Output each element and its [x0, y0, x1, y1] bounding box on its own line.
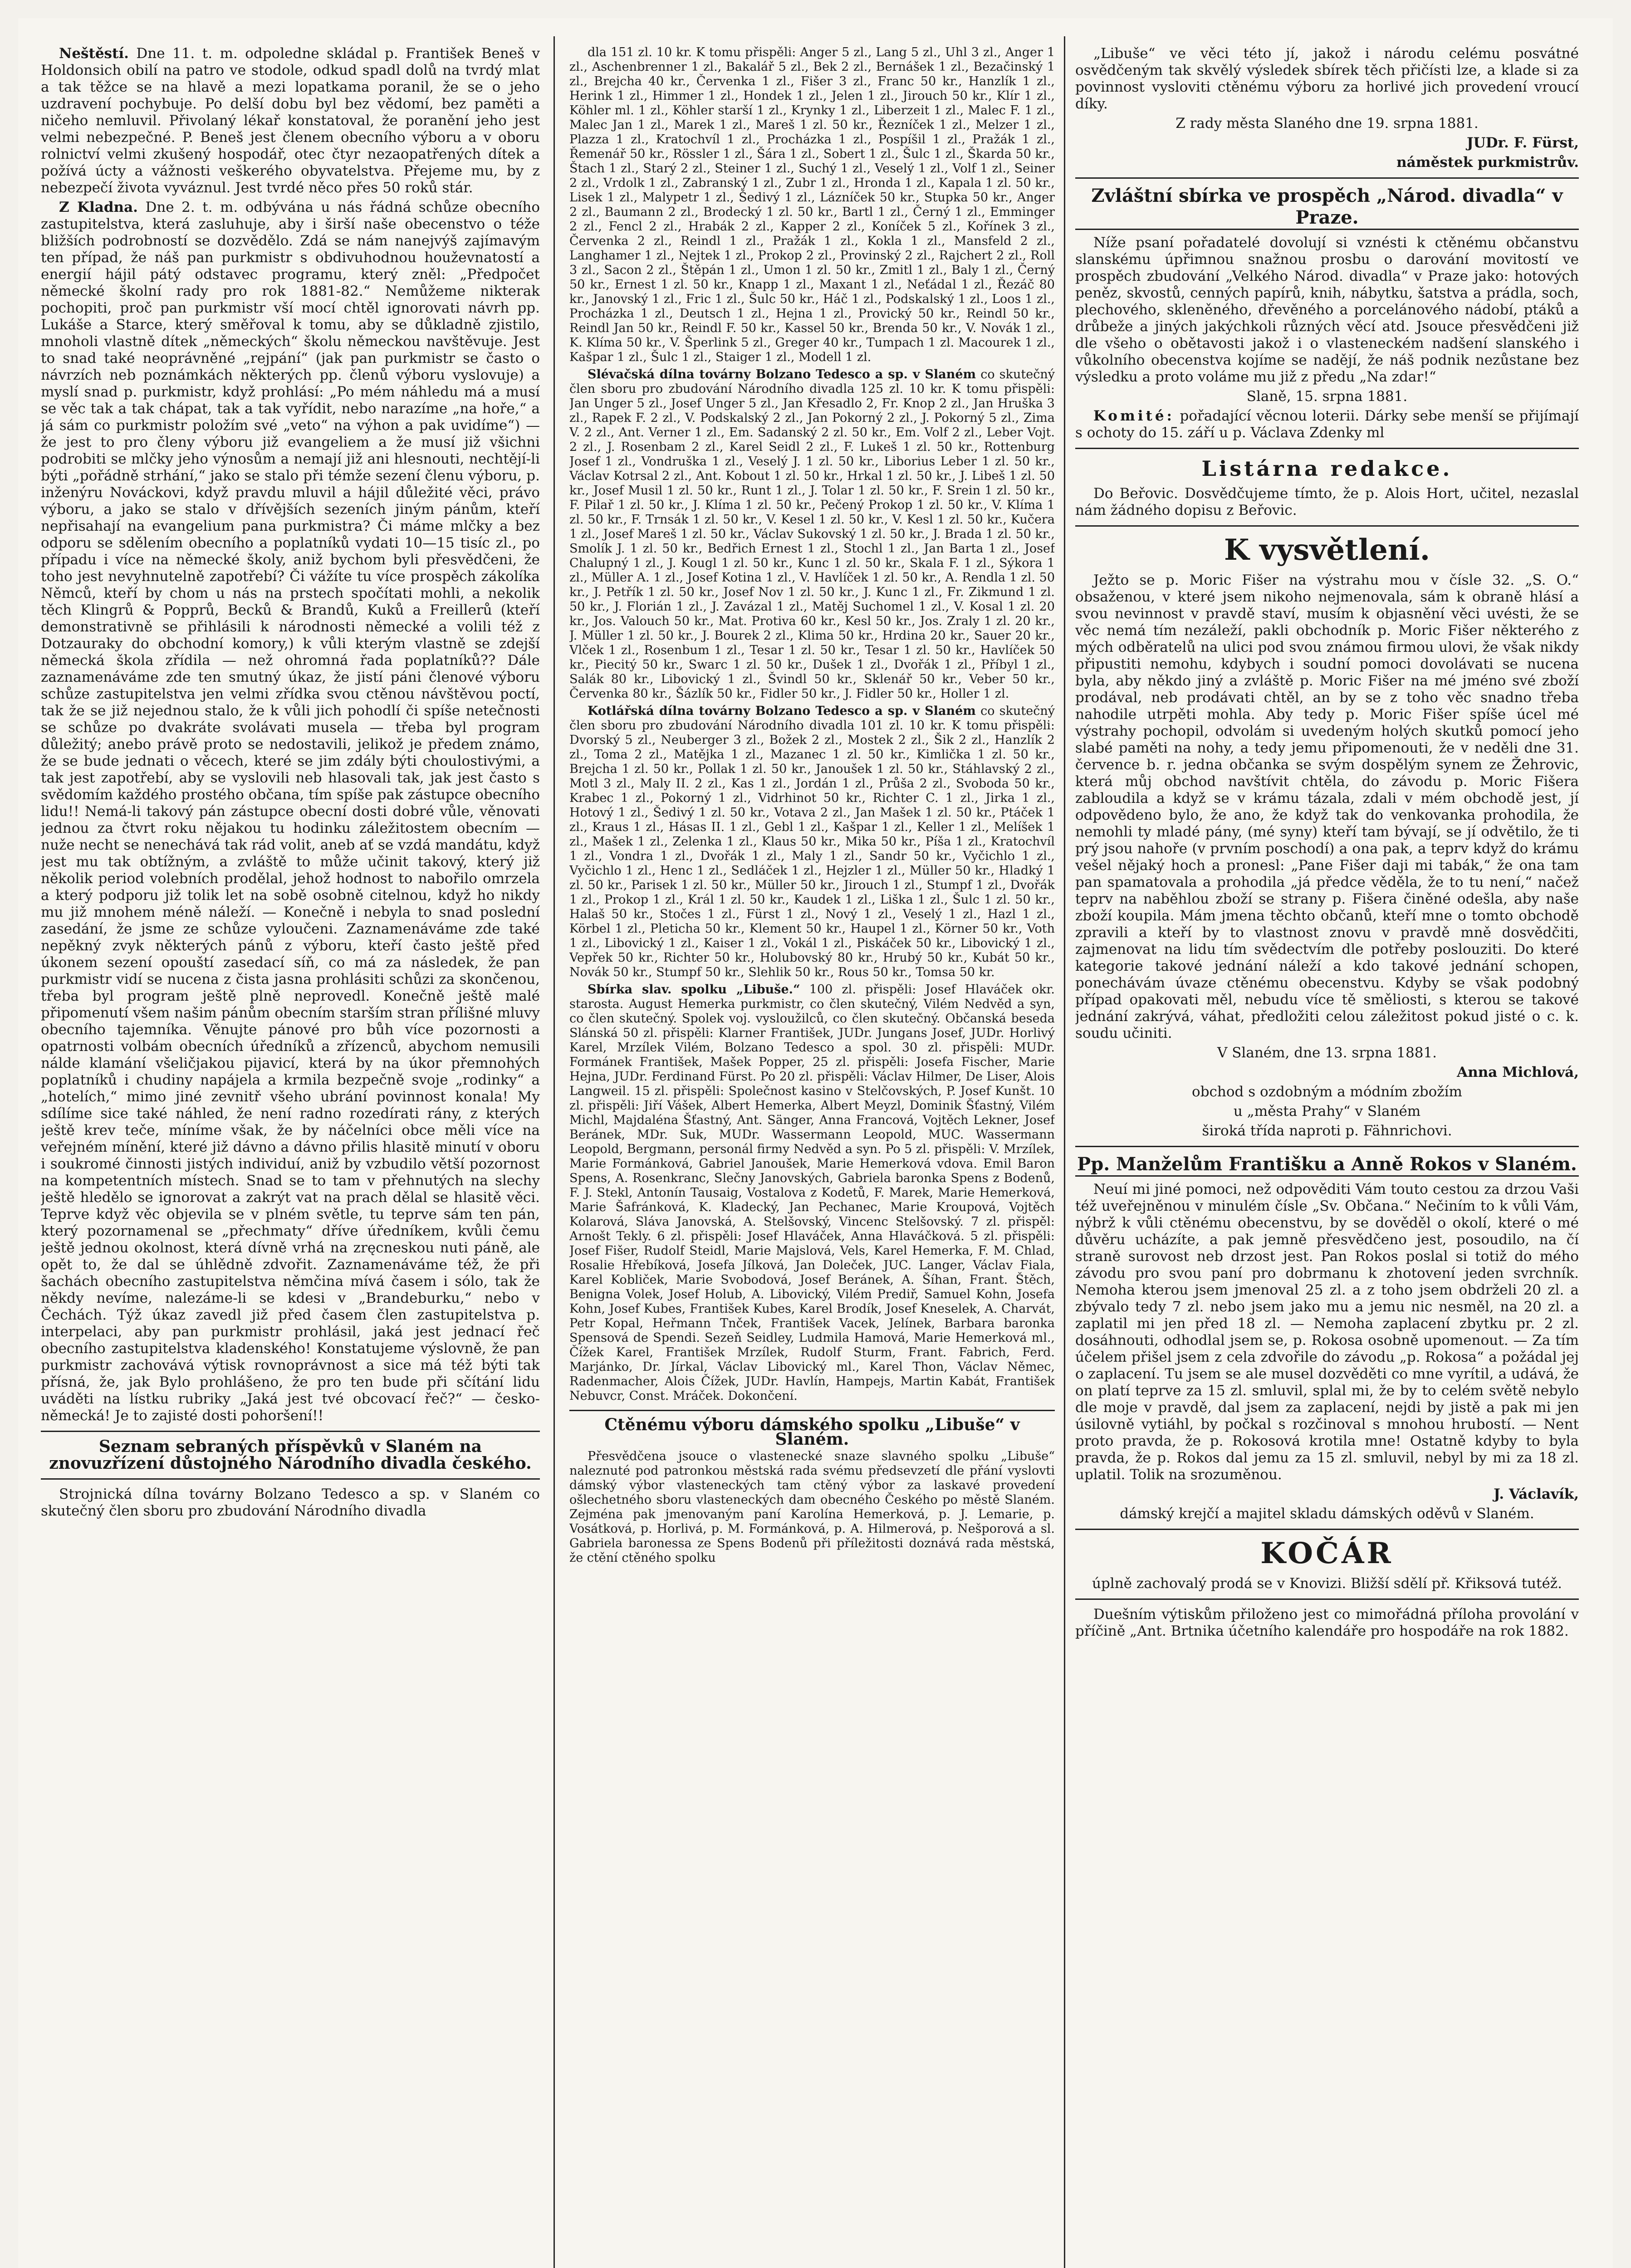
- divider: [1075, 448, 1579, 449]
- list-title: Seznam sebraných příspěvků v Slaném na znovuzřízení důstojného Národního divadla českého.: [49, 1437, 532, 1473]
- donor-list-1: dla 151 zl. 10 kr. K tomu přispěli: Anger 5 zl., Lang 5 zl., Uhl 3 zl., Anger 1 zl., Aschenbrenner 1 zl., Bakalář 5 zl., Bek 2 zl., Bernášek 1 zl., Bezačinský 1 zl., Brejcha 40 kr., Červenka 1 zl., Fišer 3 zl., Franc 50 kr., Hanzlík 1 zl., Herink 1 zl., Himmer 1 zl., Hondek 1 zl., Jelen 1 zl., Jirouch 50 kr., Klír 1 zl., Köhler ml. 1 zl., Köhler starší 1 zl., Krynky 1 zl., Liberzeit 1 zl., Malec F. 1 zl., Malec Jan 1 zl., Marek 1 zl., Mareš 1 zl. 50 kr., Řezníček 1 zl., Melzer 1 zl., Plazza 1 zl., Kratochvíl 1 zl., Procházka 1 zl., Pospíšil 1 zl., Pražák 1 zl., Řemenář 50 kr., Rössler 1 zl., Šára 1 zl., Sobert 1 zl., Šulc 1 zl., Škarda 50 kr., Štach 1 zl., Starý 2 zl., Steiner 1 zl., Suchý 1 zl., Veselý 1 zl., Volf 1 zl., Seiner 2 zl., Vrdolk 1 zl., Zabranský 1 zl., Zubr 1 zl., Hronda 1 zl., Kapala 1 zl. 50 kr., Lisek 1 zl., Malypetr 1 zl., Šedivý 1 zl., Lázníček 50 kr., Stupka 50 kr., Anger 2 zl., Baumann 2 zl., Brodecký 1 zl. 50 kr., Bartl 1 zl., Černý 1 zl., Emminger 2 zl., Fencl 2 zl., Hrabák 2 zl., Kapper 2 zl., Koníček 5 zl., Kořínek 3 zl., Červenka 2 zl., Reindl 1 zl., Pražák 1 zl., Kokla 1 zl., Mansfeld 2 zl., Langhamer 1 zl., Nejtek 1 zl., Prokop 2 zl., Provinský 2 zl., Rajchert 2 zl., Roll 3 zl., Sacon 2 zl., Štěpán 1 zl., Umon 1 zl. 50 kr., Zmitl 1 zl., Baly 1 zl., Černý 50 kr., Ernest 1 zl. 50 kr., Knapp 1 zl., Maxant 1 zl., Neťádal 1 zl., Řezáč 80 kr., Janovský 1 zl., Fric 1 zl., Šulc 50 kr., Háč 1 zl., Podskalský 1 zl., Loos 1 zl., Procházka 1 zl., Deutsch 1 zl., Hejna 1 zl., Provický 50 kr., Reindl 50 kr., Reindl Jan 50 kr., Reindl F. 50 kr., Kassel 50 kr., Brenda 50 kr., V. Novák 1 zl., K. Klíma 50 kr., V. Šperlink 5 zl., Greger 40 kr., Tumpach 1 zl. Macourek 1 zl., Kašpar 1 zl., Šulc 1 zl., Staiger 1 zl., Modell 1 zl.: [569, 45, 1055, 364]
- editorial-letters-text: Do Beřovic. Dosvědčujeme tímto, že p. Alois Hort, učitel, nezaslal nám žádného dopisu z Beřovic.: [1075, 485, 1579, 518]
- column-rule: [553, 36, 555, 2268]
- list-intro: Strojnická dílna továrny Bolzano Tedesco a sp. v Slaném co skutečný člen sboru pro zbudování Národního divadla: [41, 1486, 540, 1519]
- thanks-title: Ctěnému výboru dámského spolku „Libuše“ v Slaném.: [604, 1415, 1020, 1449]
- explanation-shop-location: široká třída naproti p. Fähnrichovi.: [1202, 1123, 1452, 1139]
- newspaper-page: [18, 18, 1613, 2268]
- column-middle: [569, 45, 1055, 2268]
- divider: [1075, 177, 1579, 179]
- carriage-ad-title: KOČÁR: [1260, 1536, 1394, 1570]
- reply-signature-role: dámský krejčí a majitel skladu dámských oděvů v Slaném.: [1120, 1505, 1534, 1522]
- thanks-continued: „Libuše“ ve věci této jí, jakož i národu celému posvátné osvědčeným tak skvělý výsledek sbírek těch přičísti lze, a klade si za povinnost vysloviti ctěnému výboru za horlivé jich provedení vroucí díky.: [1075, 45, 1579, 112]
- explanation-shop-address: u „města Prahy“ v Slaném: [1233, 1103, 1421, 1119]
- collection-title: Zvláštní sbírka ve prospěch „Národ. divadla“ v Praze.: [1075, 185, 1579, 230]
- supplement-note: Duešním výtiskům přiloženo jest co mimořádná příloha provolání v příčině „Ant. Brtnika účetního kalendáře pro hospodáře na rok 1882.: [1075, 1606, 1579, 1639]
- collection-text: Níže psaní pořadatelé dovolují si vznésti k ctěnému občanstvu slanskému úpřimnou snažnou prosbu o darování movitostí ve prospěch zbudování „Velkého Národ. divadla“ v Praze jako: hotových peněz, skvostů, cenných papírů, knih, nábytku, šatstva a prádla, soch, plechového, skleněného, dřevěného a porcelánového nádobí, ptáků a drůbeže a jiných jakýchkoli různých věcí atd. Jsouce přesvědčeni již dle všeho o obětavosti jakož i o vlasteneckém nadšení slanského i vůkolního obecenstva kojíme se nadějí, že náš podnik nezůstane bez výsledku a proto voláme mu již z předu „Na zdar!“: [1075, 235, 1579, 385]
- divider: [1075, 1598, 1579, 1600]
- article-kladno: Z Kladna. Dne 2. t. m. odbývána u nás řádná schůze obecního zastupitelstva, která zasluhuje, aby i širší naše obecenstvo o téže bližších podrobností se dozvědělo. Zdá se nám nanejvýš zajímavým ten případ, že náš pan purkmistr s obdivuhodnou houževnatostí a energií hájil pátý odstavec programu, který zněl: „Předpočet německé školní rady pro rok 1881-82.“ Nemůžeme nikterak pochopiti, proč pan purkmistr vší mocí chtěl ignorovati návrh pp. Lukáše a Starce, který směřoval k tomu, aby se důkladně zjistilo, mnoholi vlastně dítek „německých“ školu německou navštěvuje. Jest to snad také neoprávněné „rejpání“ (jak pan purkmistr se často o návrzích neb poznámkách některých pp. členů výboru vyslovuje) a myslí snad p. purkmistr, když prohlásí: „Po mém náhledu má a musí se věc tak a tak chápat, tak a tak vyřídit, nebo narazíme „na hoře,“ a já sám co purkmistr položím své „veto“ na výhon a pak uvidíme“) — že jest to pro členy výboru již evangeliem a že musí již všichni podrobiti se mlčky jeho výnosům a nemají již ani hlesnouti, nechtějí-li býti „pořádně strhání,“ jako se stalo při témže sezení členu výboru, p. inženýru Nováckovi, když pravdu mluvil a hájil důležité věci, právo výboru, a jako se stalo v dřívějších sezeních jiným pánům, kteří nepřisahají na evangelium pana purkmistra? Či máme mlčky a bez odporu se sdělením obecního a poplatníků vydati 10—15 tisíc zl., po případu i více na německé školy, aniž bychom byli přesvědčeni, že toho jest nevyhnutelně zapotřebí? Či vážíte tu více prospěch zákolíka Němců, kteří by chom u nás na prstech spočítati mohli, a nekolik těch Klingrů & Popprů, Becků & Brandů, Kuků a Freillerů (kteří demonstrativně se přihlásili k národnosti německé a volili též z Dotzauraky do obchodní komory,) k vůli kterým vlastně se zdejší německá škola zřídila — než ohromná řada poplatníků?? Dále zaznamenáváme zde ten smutný úkaz, že jistí páni členové výboru schůze zastupitelstva jen velmi zřídka svou ctěnou návštěvou poctí, tak že se již nejednou stalo, že k vůli jich pohodlí či spíše netečnosti se schůze po dvakráte svolávati musela — třeba byl program důležitý; anebo právě proto se nedostavili, jelikož je předem známo, že se bude jednati o věcech, které se jim zdály býti choulostivými, a tak jest zapotřebí, aby se vyslovili neb hlasovali tak, jak jest často s svědomím každého prostého občana, tím spíše pak zástupce obecního lidu!! Nemá-li takový pán zástupce obecní dosti dobré vůle, věnovati jednou za čtvrt roku nějakou tu hodinku záležitostem obecním — nuže necht se nenechává tak rád volit, aneb ať se vzdá mandátu, když jest mu tak obtížným, a zvláště to může učinit takový, který již několik period volebních prodělal, jehož hodnost to nabořilo omrzela a který podporu již tolik let na sobě osobně citelnou, když ho nikdy mu již mnohem méně náleží. — Konečně i nebyla to snad poslední zasedání, že jsme ze schůze vyloučeni. Zaznamenáváme zde také nepěkný zvyk některých pánů z výboru, kteří často ještě před úkonem sezení opouští zasedací síň, co má za následek, že pan purkmistr vidí se nucena z čista jasna prohlásiti schůzi za skončenou, třeba byl program ještě plně neprovedl. Konečně ještě malé připomenutí všem našim pánům obecním starším stran přílišné mluvy obecního tajemníka. Věnujte pánové pro bůh více pozornosti a opatrnosti volbám obecních úředníků a zřízenců, abychom nemusili nálde klamání všeličjakou pijavicí, která by na úkor přemnohých poplatníků i chudiny napájela a krmila bezpečně svoje „rodinky“ a „hotelích,“ mimo jiné zevnitř všeho ubrání povinnost konala! My sdílíme sice také náhled, že není radno rozedírati rány, z kterých ještě krev teče, míníme však, že by náčelníci obce měli více na veřejném mínění, které již dávno a dávno přilis hlasitě minutí v oboru i soukromé činnosti jistých individuí, aniž by vzbudilo větší pozornost na kompetentních místech. Snad se to tam v přehnutých na slechy ještě hledělo se ignorovat a zakrýt vat na prach dělal se hlasitě věci. Teprve když věc objevila se v plném světle, tu teprve sám ten pán, který pozornamenal se „přechmaty“ dříve úředníkem, kvůli čemu ještě jednou okolnost, která dívně vrhá na zręcneskou nuti páně, ale opět to, že dal se úhlědně zdvořit. Zaznamenáváme též, že při šachách obecního zastupitelstva němčina mívá časem i sólo, tak že někdy nevíme, nalezáme-li se kdesi v „Brandeburku,“ nebo v Čechách. Týž úkaz zavedl již před časem člen zastupitelstva p. interpelaci, aby pan purkmistr prohlásil, jaká jest jednací řeč obecního zastupitelstva kladenského! Konstatujeme výslovně, že pan purkmistr zachovává výtisk rovnoprávnost a sice má též býti tak přísná, že, jak Bylo prohlášeno, že pro ten bude při sčítání lidu uváděti na lístku rubriky „Jaká jest tvé obcovací řeč?“ — česko-německá! Je to zajisté dosti pohoršení!!: [41, 199, 540, 1424]
- collection-date: Slaně, 15. srpna 1881.: [1246, 388, 1408, 405]
- editorial-letters-title: Listárna redakce.: [1201, 456, 1453, 481]
- divider: [41, 1431, 540, 1432]
- thanks-text: Přesvědčena jsouce o vlastenecké snaze slavného spolku „Libuše“ naleznuté pod patronkou městská rada svému předsevzetí dle přání vyslovti dámský výbor vlasteneckých tam ctěný výbor za laskavé provedení ošlechetného sboru vlasteneckých dam obecného Českého po městě Slaném. Zejména pak jmenovaným paní Karolína Hemerková, p. J. Lemarie, p. Vosátková, p. Horlivá, p. M. Formánková, p. A. Hilmerová, p. Nešporová a sl. Gabriela baronessa ze Spens Bodenů při příležitosti doznává rada městská, že ctění ctěného spolku: [569, 1449, 1055, 1565]
- explanation-title: K vysvětlení.: [1224, 533, 1430, 567]
- donor-list-3: Kotlářská dílna továrny Bolzano Tedesco a sp. v Slaném co skutečný člen sboru pro zbudování Národního divadla 101 zl. 10 kr. K tomu přispěli: Dvorský 5 zl., Neuberger 3 zl., Božek 2 zl., Mostek 2 zl., Šik 2 zl., Hanzlík 2 zl., Toma 2 zl., Matějka 1 zl., Mazanec 1 zl. 50 kr., Kimlička 1 zl. 50 kr., Brejcha 1 zl. 50 kr., Pollak 1 zl. 50 kr., Janoušek 1 zl. 50 kr., Stáhlavský 2 zl., Motl 3 zl., Maly II. 2 zl., Kas 1 zl., Jordán 1 zl., Průša 2 zl., Svoboda 50 kr., Krabec 1 zl., Pokorný 1 zl., Vidrhinot 50 kr., Richter C. 1 zl., Jirka 1 zl., Hotový 1 zl., Šedivý 1 zl. 50 kr., Votava 2 zl., Jan Mašek 1 zl. 50 kr., Ptáček 1 zl., Kraus 1 zl., Hásas II. 1 zl., Gebl 1 zl., Kašpar 1 zl., Keller 1 zl., Melíšek 1 zl., Mašek 1 zl., Zelenka 1 zl., Klaus 50 kr., Mika 50 kr., Píša 1 zl., Kratochvíl 1 zl., Vondra 1 zl., Dvořák 1 zl., Maly 1 zl., Sandr 50 kr., Vyčichlo 1 zl., Vyčichlo 1 zl., Henc 1 zl., Sedláček 1 zl., Hejzler 1 zl., Müller 50 kr., Hladký 1 zl. 50 kr., Parisek 1 zl. 50 kr., Müller 50 kr., Jirouch 1 zl., Stumpf 1 zl., Dvořák 1 zl., Prokop 1 zl., Král 1 zl. 50 kr., Kaudek 1 zl., Liška 1 zl., Šulc 1 zl. 50 kr., Halaš 50 kr., Stočes 1 zl., Fürst 1 zl., Nový 1 zl., Veselý 1 zl., Hazl 1 zl., Körbel 1 zl., Pleticha 50 kr., Klement 50 kr., Haupel 1 zl., Körner 50 kr., Voth 1 zl., Libovický 1 zl., Kaiser 1 zl., Vokál 1 zl., Piskáček 50 kr., Libovický 1 zl., Vepřek 50 kr., Richter 50 kr., Holubovský 80 kr., Hrubý 50 kr., Kubát 50 kr., Novák 50 kr., Stumpf 50 kr., Slehlik 50 kr., Rous 50 kr., Tomsa 50 kr.: [569, 704, 1055, 979]
- column-left: [41, 45, 540, 2268]
- explanation-signature: Anna Michlová,: [1457, 1064, 1579, 1080]
- thanks-signature: JUDr. F. Fürst,: [1466, 135, 1579, 151]
- reply-signature: J. Václavík,: [1494, 1486, 1579, 1502]
- reply-text: Neuí mi jiné pomoci, než odpověditi Vám touto cestou za drzou Vaši též uveřejněnou v minulém čísle „Sv. Občana.“ Nečiním to k vůli Vám, nýbrž k vůli ctěnému obecenstvu, by se dověděl o okolí, které o mé důvěru ucházíte, a pak jemně přesvědčeno jest, posoudilo, na čí straně surovost neb drzost jest. Pan Rokos poslal si totiž do mého závodu pro svou paní pro dobrmanu k zhotovení jeden svrchník. Nemoha kterou jsem jmenoval 25 zl. a z toho jsem obdrželi 20 zl. a zbývalo tedy 7 zl. nebo jsem jako mu a jemu nic nesměl, na 20 zl. a zaplatil mi jen před 18 zl. — Nemoha zaplacení zbytku pr. 2 zl. dosáhnouti, odhodlal jsem se, p. Rokosa osobně upomenout. — Za tím účelem přišel jsem z cela zdvořile do závodu „p. Rokosa“ a požádal jej o zaplacení. Tu jsem se ale musel dozvěděti co mne vyrítil, a udává, že on platí teprve za 15 zl. smluvil, splal mi, že by to celém světě nebylo dle moje v pravdě, dal jsem za zaplacení, nejdi by jistě a pak mi jen úsilovně vytiáhl, by počkal s rozčinoval s mnohou hrubostí. — Nent proto pravda, že p. Rokosová krotila mne! Ostatně kdyby to byla pravda, že p. Rokos dal jemu za 15 zl. smluvil, nebyl by mi za 18 zl. uplatil. Tolik na srozuměnou.: [1075, 1181, 1579, 1483]
- donor-list-4: Sbírka slav. spolku „Libuše.“ 100 zl. přispěli: Josef Hlaváček okr. starosta. August Hemerka purkmistr, co člen skutečný, Vilém Nedvěd a syn, co člen skutečný. Spolek voj. vysloužilců, co člen skutečný. Občanská beseda Slánská 50 zl. přispěli: Klarner František, JUDr. Jungans Josef, JUDr. Horlivý Karel, Mrzílek Vilém, Bolzano Tedesco a spol. 30 zl. přispěli: MUDr. Formánek František, Mašek Popper, 25 zl. přispěli: Josefa Fischer, Marie Hejna, JUDr. Ferdinand Fürst. Po 20 zl. přispěli: Václav Hilmer, De Liser, Alois Langweil. 15 zl. přispěli: Společnost kasino v Stelčovských, P. Josef Kunšt. 10 zl. přispěli: Jiří Vášek, Albert Hemerka, Albert Meyzl, Dominik Šťastný, Vilém Michl, Majdaléna Šťastný, Ant. Sänger, Anna Francová, Vojtěch Lekner, Josef Beránek, MDr. Suk, MUDr. Wassermann Leopold, MUC. Wassermann Leopold, Bergmann, personál firmy Nedvěd a syn. Po 5 zl. přispěli: V. Mrzílek, Marie Formánková, Gabriel Janoušek, Marie Hemerková vdova. Emil Baron Spens, A. Rosenkranc, Slečny Janovských, Gabriela baronka Spens z Bodenů, F. J. Stekl, Antonín Tausaig, Vostalova z Kodetů, F. Marek, Marie Hemerková, Marie Šafránková, K. Kladecký, Jan Pechanec, Marie Kroupová, Vojtěch Kolarová, Sláva Janovská, A. Stelšovský, Vincenc Stelšovský. 7 zl. přispěl: Arnošt Tekly. 6 zl. přispěli: Josef Hlaváček, Anna Hlaváčková. 5 zl. přispěli: Josef Fišer, Rudolf Steidl, Marie Majslová, Vels, Karel Hemerka, F. M. Chlad, Rosalie Hřebíková, Josefa Jílková, Jan Doleček, JUC. Langer, Václav Fiala, Karel Kobliček, Marie Svobodová, Josef Beránek, A. Šíhan, Frant. Štěch, Benigna Volek, Josef Holub, A. Libovický, Vilém Prediř, Samuel Kohn, Josefa Kohn, Josef Kubes, František Kubes, Karel Brodík, Josef Kneselek, A. Charvát, Petr Kopal, Heřmann Tnček, František Vacek, Jelínek, Barbara baronka Spensová de Spendi. Sezeň Seidley, Ludmila Hamová, Marie Hemerková ml., Čížek Karel, František Mrzílek, Rudolf Sturm, Frant. Fabrich, Ferd. Marjánko, Dr. Jírkal, Václav Libovický ml., Karel Thon, Václav Němec, Radenmacher, Alois Čížek, JUDr. Havlín, Hampejs, Martin Kabát, František Nebuvcr, Const. Mráček. Dokončení.: [569, 982, 1055, 1403]
- article-accident: Neštěstí. Dne 11. t. m. odpoledne skládal p. František Beneš v Holdonsich obilí na patro ve stodole, odkud spadl dolů na tvrdý mlat a tak těžce se na hlavě a mezi lopatkama poranil, že se o jeho uzdravení pochybuje. Po delší dobu byl bez vědomí, bez paměti a ničeho nemluvil. Přivolaný lékař konstatoval, že poranění jeho jest velmi nebezpečné. P. Beneš jest členem obecního výboru a v oboru rolnictví velmi zkušený hospodář, otec čtyr nezaopatřených dítek a požívá úcty a vážnosti veškerého obyvatelstva. Přejeme mu, by z nebezpečí života vyváznul. Jest tvrdé něco přes 50 roků stár.: [41, 45, 540, 196]
- divider: [1075, 1146, 1579, 1147]
- thanks-signature-role: náměstek purkmistrův.: [1396, 154, 1579, 171]
- divider: [569, 1410, 1055, 1411]
- divider: [41, 1478, 540, 1480]
- explanation-shop: obchod s ozdobným a módním zbožím: [1192, 1084, 1462, 1100]
- explanation-date: V Slaném, dne 13. srpna 1881.: [1217, 1045, 1437, 1061]
- thanks-date: Z rady města Slaného dne 19. srpna 1881.: [1175, 115, 1479, 132]
- column-right: [1075, 45, 1579, 2268]
- collection-committee: Komité: pořadající věcnou loterii. Dárky sebe menší se přijímají s ochoty do 15. září u p. Václava Zdenky ml: [1075, 408, 1579, 441]
- divider: [1075, 1529, 1579, 1530]
- divider: [1075, 525, 1579, 527]
- reply-title: Pp. Manželům Františku a Anně Rokos v Slaném.: [1075, 1154, 1579, 1177]
- explanation-text: Ježto se p. Moric Fišer na výstrahu mou v čísle 32. „S. O.“ obsaženou, v které jsem nikoho nejmenovala, sám k obraně hlásí a svou nevinnost v pravdě staví, musím k objasnění věci uvésti, že se věc nemá tím nezáleží, pakli obchodník p. Moric Fišer některého z mých odběratelů na ulici pod svou známou firmou ulovi, že však nikdy připustiti nemohu, kdybych i soudní pomoci dovolávati se nucena byla, aby někdo jiný a zvláště p. Moric Fišer na mé jméno své zboží prodával, neb prodávati chtěl, an by se z toho věc snadno třeba nahodile utrpěti mohla. Aby tedy p. Moric Fišer spíše úcel mé výstrahy pochopil, odvolám si uvedeným holých skutků pomocí jeho slabé paměti na nohy, a tedy jemu připomenouti, že v neděli dne 31. července b. r. jedna občanka se svým dospělým synem ze Žehrovic, která můj obchod navštívit chtěla, do závodu p. Moric Fišera zabloudila a když se v krámu tázala, zdali v mém obchodě jest, jí odpovědeno bylo, že ano, že když tak do venkovanka prohodila, že nemohli ty mladé pány, (mé syny) kteří tam bývají, se jí odvětilo, že ti prý jsou nahoře (v prvním poschodí) a ona pak, a teprv když do krámu vešel nějaký hoch a pronesl: „Pane Fišer daji mi tabák,“ že ona tam pan spamatovala a prohodila „já předce věděla, že to tu není,“ načež teprv na naběhlou zboží se strany p. Fišera činěné odešla, aby naše zboží koupila. Mám jmena těchto občanů, kteří mne o tomto obchodě zpravili a kteří by to vlastnost znovu v pravdě mně dosvědčiti, zajmenovat na lidu tím svědectvím dle potřeby poslouziti. Do které kategorie takové jednání náleží a kdo takové jednání schopen, ponechávám úvaze ctěnému obecenstvu. Kdyby se však podobný případ opakovati měl, nebudu více tě směliosti, s kterou se takové jednání zakrývá, váhat, předložiti celou záležitost pokud jisté o c. k. soudu učiniti.: [1075, 572, 1579, 1041]
- carriage-ad-text: úplně zachovalý prodá se v Knovizi. Bližší sdělí př. Křiksová tutéž.: [1092, 1575, 1562, 1592]
- donor-list-2: Slévačská dílna továrny Bolzano Tedesco a sp. v Slaném co skutečný člen sboru pro zbudování Národního divadla 125 zl. 10 kr. K tomu přispěli: Jan Unger 5 zl., Josef Unger 5 zl., Jan Křesadlo 2, Fr. Knop 2 zl., Jan Hruška 3 zl., Rapek F. 2 zl., V. Podskalský 2 zl., Jan Pokorný 2 zl., J. Pokorný 5 zl., Zima V. 2 zl., Ant. Verner 1 zl., Em. Sadanský 2 zl. 50 kr., Em. Volf 2 zl., Leber Vojt. 2 zl., J. Rosenbam 2 zl., Karel Seidl 2 zl., F. Lukeš 1 zl. 50 kr., Rottenburg Josef 1 zl., Vondruška 1 zl., Veselý J. 1 zl. 50 kr., Liborius Leber 1 zl. 50 kr., Václav Kotrsal 2 zl., Ant. Kobout 1 zl. 50 kr., Hrkal 1 zl. 50 kr., J. Libeš 1 zl. 50 kr., Josef Musil 1 zl. 50 kr., Runt 1 zl., J. Tolar 1 zl. 50 kr., F. Srein 1 zl. 50 kr., F. Pilař 1 zl. 50 kr., J. Klíma 1 zl. 50 kr., Pečený Prokop 1 zl. 50 kr., V. Klíma 1 zl. 50 kr., F. Trnsák 1 zl. 50 kr., V. Kesel 1 zl. 50 kr., V. Kesl 1 zl. 50 kr., Kučera 1 zl., Josef Mareš 1 zl. 50 kr., Václav Sukovský 1 zl. 50 kr., J. Brada 1 zl. 50 kr., Smolík J. 1 zl. 50 kr., Bedřich Ernest 1 zl., Stochl 1 zl., Jan Barta 1 zl., Josef Chalupný 1 zl., J. Kougl 1 zl. 50 kr., Kunc 1 zl. 50 kr., Skala F. 1 zl., Sýkora 1 zl., Müller A. 1 zl., Josef Kotina 1 zl., V. Havlíček 1 zl. 50 kr., A. Rendla 1 zl. 50 kr., J. Petřík 1 zl. 50 kr., Josef Nov 1 zl. 50 kr., J. Kunc 1 zl., Fr. Zikmund 1 zl. 50 kr., J. Florián 1 zl., J. Zavázal 1 zl., Matěj Suchomel 1 zl., V. Kosal 1 zl. 20 kr., Jos. Valouch 50 kr., Mat. Protiva 60 kr., Kesl 50 kr., Jos. Zraly 1 zl. 20 kr., J. Müller 1 zl. 50 kr., J. Bourek 2 zl., Klima 50 kr., Hrdina 20 kr., Sauer 20 kr., Vlček 1 zl., Rosenbum 1 zl., Tesar 1 zl. 50 kr., Tesar 1 zl. 50 kr., Havlíček 50 kr., Piecitý 50 kr., Swarc 1 zl. 50 kr., Dušek 1 zl., Dvořák 1 zl., Příbyl 1 zl., Salák 80 kr., Libovický 1 zl., Švindl 50 kr., Sklenář 50 kr., Veber 50 kr., Červenka 80 kr., Šázlík 50 kr., Fidler 50 kr., J. Fidler 50 kr., Holler 1 zl.: [569, 367, 1055, 701]
- column-rule: [1064, 36, 1065, 2268]
